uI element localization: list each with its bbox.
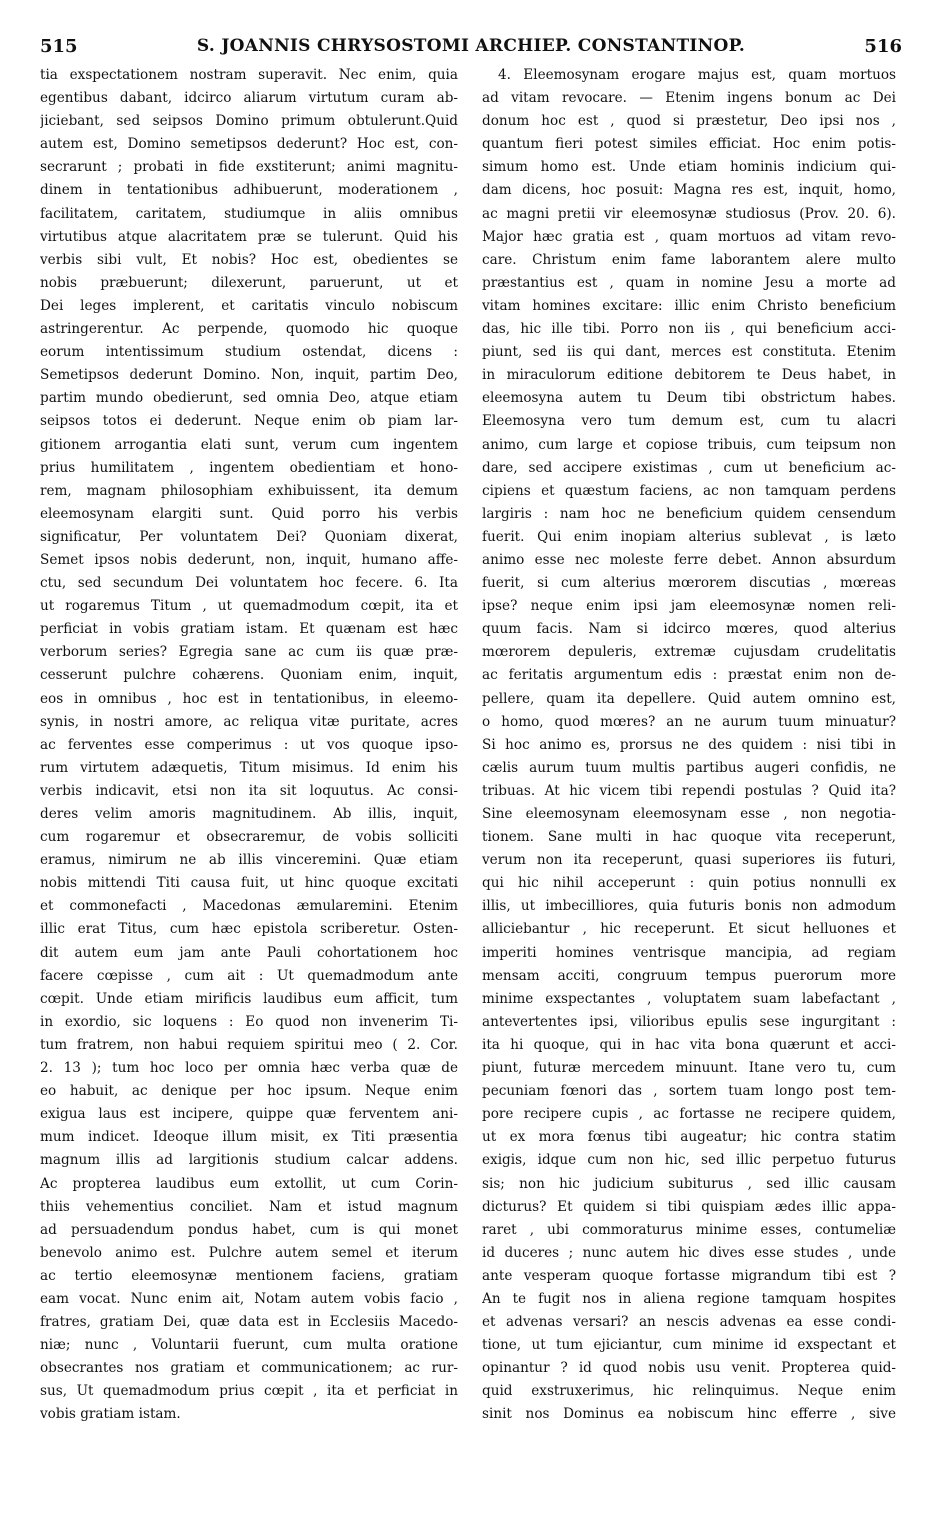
text-line: ipse? neque enim ipsi jam eleemosynæ nomen reli- <box>482 598 896 615</box>
text-line: raret , ubi commoraturus minime esses, contumeliæ <box>482 1221 896 1238</box>
text-line: cum rogaremur et obsecraremur, de vobis solliciti <box>40 829 458 846</box>
text-line: nobis præbuerunt; dilexerunt, paruerunt, ut et <box>40 274 458 291</box>
text-line: thiis vehementius conciliet. Nam et istud magnum <box>40 1198 458 1215</box>
text-line: pecuniam fœnori das , sortem tuam longo post tem- <box>482 1083 896 1100</box>
text-line: tia exspectationem nostram superavit. Nec enim, quia <box>40 67 458 83</box>
text-line: significatur, Per voluntatem Dei? Quoniam dixerat, <box>40 528 458 545</box>
text-line: ut ex mora fœnus tibi augeatur; hic contra statim <box>482 1129 896 1146</box>
text-line: tione, ut tum ejiciantur, cum minime id exspectant et <box>482 1337 896 1354</box>
text-line: simum homo est. Unde etiam hominis indicium qui- <box>482 159 896 176</box>
text-line: obsecrantes nos gratiam et communicationem; ac rur- <box>40 1360 458 1377</box>
text-line: prius humilitatem , ingentem obedientiam et hono- <box>40 459 458 476</box>
text-line: donum hoc est , quod si præstetur, Deo ipsi nos , <box>482 113 896 130</box>
text-line: ac feritatis argumentum edis : præstat enim non de- <box>482 667 896 684</box>
text-line: tionem. Sane multi in hac quoque vita receperunt, <box>482 829 896 846</box>
text-line: niæ; nunc , Voluntarii fuerunt, cum multa oratione <box>40 1337 458 1354</box>
text-line: mœrorem depuleris, extremæ cujusdam crudelitatis <box>482 644 896 661</box>
text-line: piunt, sed iis qui dant, merces est constituta. Etenim <box>482 344 896 361</box>
text-line: mensam acciti, congruum tempus puerorum more <box>482 967 896 984</box>
text-line: virtutibus atque alacritatem præ se tulerunt. Quid his <box>40 228 458 245</box>
text-line: dare, sed accipere existimas , cum ut beneficium ac- <box>482 459 896 476</box>
text-line: eleemosynam elargiti sunt. Quid porro his verbis <box>40 505 458 522</box>
text-line: jiciebant, sed seipsos Domino primum obtulerunt.Quid <box>40 113 458 130</box>
text-line: perficiat in vobis gratiam istam. Et quænam est hæc <box>40 621 458 638</box>
text-line: deres velim amoris magnitudinem. Ab illis, inquit, <box>40 806 458 822</box>
text-line: quum facis. Nam si idcirco mœres, quod alterius <box>482 621 896 638</box>
text-line: Major hæc gratia est , quam mortuos ad vitam revo- <box>482 228 896 245</box>
left-text-column <box>40 64 458 1427</box>
text-line: pellere, quam ita depellere. Quid autem omnino est, <box>482 690 896 707</box>
text-line: id duceres ; nunc autem hic dives esse studes , unde <box>482 1244 896 1261</box>
text-line: eam vocat. Nunc enim ait, Notam autem vobis facio , <box>40 1290 458 1307</box>
text-line: Semet ipsos nobis dederunt, non, inquit, humano affe- <box>40 551 458 568</box>
text-line: rum virtutem adæquetis, Titum misimus. Id enim his <box>40 759 458 776</box>
text-line: o homo, quod mœres? an ne aurum tuum minuatur? <box>482 713 896 730</box>
text-line: autem est, Domino semetipsos dederunt? Hoc est, con- <box>40 136 458 153</box>
text-line: verbis indicavit, etsi non ita sit loquutus. Ac consi- <box>40 782 458 799</box>
text-line: eramus, nimirum ne ab illis vinceremini. Quæ etiam <box>40 852 458 869</box>
running-header <box>40 34 902 64</box>
text-line: fuerit, si cum alterius mœrorem discutias , mœreas <box>482 575 896 592</box>
text-line: rem, magnam philosophiam exhibuissent, ita demum <box>40 482 458 499</box>
text-line: nobis mittendi Titi causa fuit, ut hinc quoque excitati <box>40 875 458 892</box>
text-line: opinantur ? id quod nobis usu venit. Propterea quid- <box>482 1360 896 1377</box>
text-line: antevertentes ipsi, vilioribus epulis sese ingurgitant : <box>482 1013 896 1030</box>
text-line: care. Christum enim fame laborantem alere multo <box>482 251 896 268</box>
text-line: cœpit. Unde etiam mirificis laudibus eum afficit, tum <box>40 990 458 1007</box>
text-line: seipsos totos ei dederunt. Neque enim ob piam lar- <box>40 413 458 430</box>
text-line: largiris : nam hoc ne beneficium quidem censendum <box>482 505 896 522</box>
text-line: dam dicens, hoc posuit: Magna res est, inquit, homo, <box>482 182 896 199</box>
text-line: eo habuit, ac denique per hoc ipsum. Neque enim <box>40 1083 458 1100</box>
left-page-number: 515 <box>40 36 78 57</box>
text-line: in miraculorum editione debitorem te Deus habet, in <box>482 367 896 384</box>
text-line: cælis aurum tuum multis partibus augeri confidis, ne <box>482 759 896 776</box>
running-title: S. JOANNIS CHRYSOSTOMI ARCHIEP. CONSTANTINOP. <box>196 36 746 56</box>
text-line: ac tertio eleemosynæ mentionem faciens, gratiam <box>40 1267 458 1284</box>
text-line: ita hi quoque, qui in hac vita bona quærunt et acci- <box>482 1036 896 1053</box>
text-line: egentibus dabant, idcirco aliarum virtutum curam ab- <box>40 90 458 107</box>
text-line: Dei leges implerent, et caritatis vinculo nobiscum <box>40 297 458 314</box>
text-line: sis; non hic judicium subiturus , sed illic causam <box>482 1175 896 1192</box>
text-line: partim mundo obedierunt, sed omnia Deo, atque etiam <box>40 390 458 407</box>
text-line: astringerentur. Ac perpende, quomodo hic quoque <box>40 321 458 338</box>
text-line: 4. Eleemosynam erogare majus est, quam mortuos <box>498 67 896 83</box>
text-line: quantum fieri potest similes efficiat. Hoc enim potis- <box>482 136 896 153</box>
text-line: imperiti homines ventrisque mancipia, ad regiam <box>482 944 896 961</box>
text-line: verbis sibi vult, Et nobis? Hoc est, obedientes se <box>40 251 458 268</box>
text-line: ctu, sed secundum Dei voluntatem hoc fecere. 6. Ita <box>40 575 458 592</box>
text-line: quid exstruxerimus, hic relinquimus. Neque enim <box>482 1383 896 1400</box>
text-line: tum fratrem, non habui requiem spiritui meo ( 2. Cor. <box>40 1036 458 1053</box>
right-page-number: 516 <box>864 36 902 57</box>
text-line: eorum intentissimum studium ostendat, dicens : <box>40 344 458 361</box>
text-line: ut rogaremus Titum , ut quemadmodum cœpit, ita et <box>40 598 458 615</box>
text-line: tribuas. At hic vicem tibi rependi postulas ? Quid ita? <box>482 782 896 799</box>
text-line: Sine eleemosynam eleemosynam esse , non negotia- <box>482 806 896 822</box>
text-line: das, hic ille tibi. Porro non iis , qui beneficium acci- <box>482 321 896 338</box>
text-line: dit autem eum jam ante Pauli cohortationem hoc <box>40 944 458 961</box>
text-line: 2. 13 ); tum hoc loco per omnia hæc verba quæ de <box>40 1060 458 1077</box>
text-line: mum indicet. Ideoque illum misit, ex Titi præsentia <box>40 1129 458 1146</box>
text-line: Eleemosyna vero tum demum est, cum tu alacri <box>482 413 896 430</box>
text-line: illis, ut imbecilliores, quia futuris bonis non admodum <box>482 898 896 915</box>
text-line: ad vitam revocare. — Etenim ingens bonum ac Dei <box>482 90 896 107</box>
text-line: cipiens et quæstum faciens, ac non tamquam perdens <box>482 482 896 499</box>
text-line: sus, Ut quemadmodum prius cœpit , ita et perficiat in <box>40 1383 458 1400</box>
text-line: vitam homines excitare: illic enim Christo beneficium <box>482 297 896 314</box>
text-line: et advenas versari? an nescis advenas ea esse condi- <box>482 1314 896 1331</box>
text-line: exigua laus est incipere, quippe quæ ferventem ani- <box>40 1106 458 1123</box>
text-line: dinem in tentationibus adhibuerunt, moderationem , <box>40 182 458 199</box>
text-line: Ac propterea laudibus eum extollit, ut cum Corin- <box>40 1175 458 1192</box>
text-line: alliciebantur , hic receperunt. Et sicut helluones et <box>482 921 896 938</box>
text-line: vobis gratiam istam. <box>40 1406 181 1423</box>
text-line: sinit nos Dominus ea nobiscum hinc efferre , sive <box>482 1406 896 1423</box>
text-line: An te fugit nos in aliena regione tamquam hospites <box>482 1290 896 1307</box>
text-line: eos in omnibus , hoc est in tentationibus, in eleemo- <box>40 690 458 707</box>
text-line: cesserunt pulchre cohærens. Quoniam enim, inquit, <box>40 667 458 684</box>
text-line: in exordio, sic loquens : Eo quod non invenerim Ti- <box>40 1013 458 1030</box>
text-line: gitionem arrogantia elati sunt, verum cum ingentem <box>40 436 458 453</box>
text-line: facilitatem, caritatem, studiumque in aliis omnibus <box>40 205 458 222</box>
text-line: animo esse nec moleste ferre debet. Annon absurdum <box>482 551 896 568</box>
text-line: eleemosyna autem tu Deum tibi obstrictum habes. <box>482 390 896 407</box>
text-line: magnum illis ad largitionis studium calcar addens. <box>40 1152 458 1169</box>
text-line: piunt, futuræ mercedem minuunt. Itane vero tu, cum <box>482 1060 896 1077</box>
text-line: fratres, gratiam Dei, quæ data est in Ecclesiis Macedo- <box>40 1314 458 1331</box>
text-line: fuerit. Qui enim inopiam alterius sublevat , is læto <box>482 528 896 545</box>
text-line: pore recipere cupis , ac fortasse ne recipere quidem, <box>482 1106 896 1123</box>
text-line: benevolo animo est. Pulchre autem semel et iterum <box>40 1244 458 1261</box>
text-line: verum non ita receperunt, quasi superiores iis futuri, <box>482 852 896 869</box>
right-text-column <box>482 64 896 1427</box>
text-line: ac magni pretii vir eleemosynæ studiosus (Prov. 20. 6). <box>482 205 896 222</box>
text-line: facere cœpisse , cum ait : Ut quemadmodum ante <box>40 967 458 984</box>
text-line: dicturus? Et quidem si tibi quispiam ædes illic appa- <box>482 1198 896 1215</box>
text-line: ante vesperam quoque fortasse migrandum tibi est ? <box>482 1267 896 1284</box>
text-line: et commonefacti , Macedonas æmularemini. Etenim <box>40 898 458 915</box>
text-line: qui hic nihil acceperunt : quin potius nonnulli ex <box>482 875 896 892</box>
text-line: præstantius est , quam in nomine Jesu a morte ad <box>482 274 896 291</box>
text-line: Si hoc animo es, prorsus ne des quidem : nisi tibi in <box>482 736 896 753</box>
text-line: verborum series? Egregia sane ac cum iis quæ præ- <box>40 644 458 661</box>
text-line: Semetipsos dederunt Domino. Non, inquit, partim Deo, <box>40 367 458 384</box>
text-line: ac ferventes esse comperimus : ut vos quoque ipso- <box>40 736 458 753</box>
text-line: ad persuadendum pondus habet, cum is qui monet <box>40 1221 458 1238</box>
text-line: secrarunt ; probati in fide exstiterunt; animi magnitu- <box>40 159 458 176</box>
text-line: synis, in nostri amore, ac reliqua vitæ puritate, acres <box>40 713 458 730</box>
text-line: animo, cum large et copiose tribuis, cum teipsum non <box>482 436 896 453</box>
text-line: minime exspectantes , voluptatem suam labefactant , <box>482 990 896 1007</box>
text-line: illic erat Titus, cum hæc epistola scriberetur. Osten- <box>40 921 458 938</box>
text-line: exigis, idque cum non hic, sed illic perpetuo futurus <box>482 1152 896 1169</box>
